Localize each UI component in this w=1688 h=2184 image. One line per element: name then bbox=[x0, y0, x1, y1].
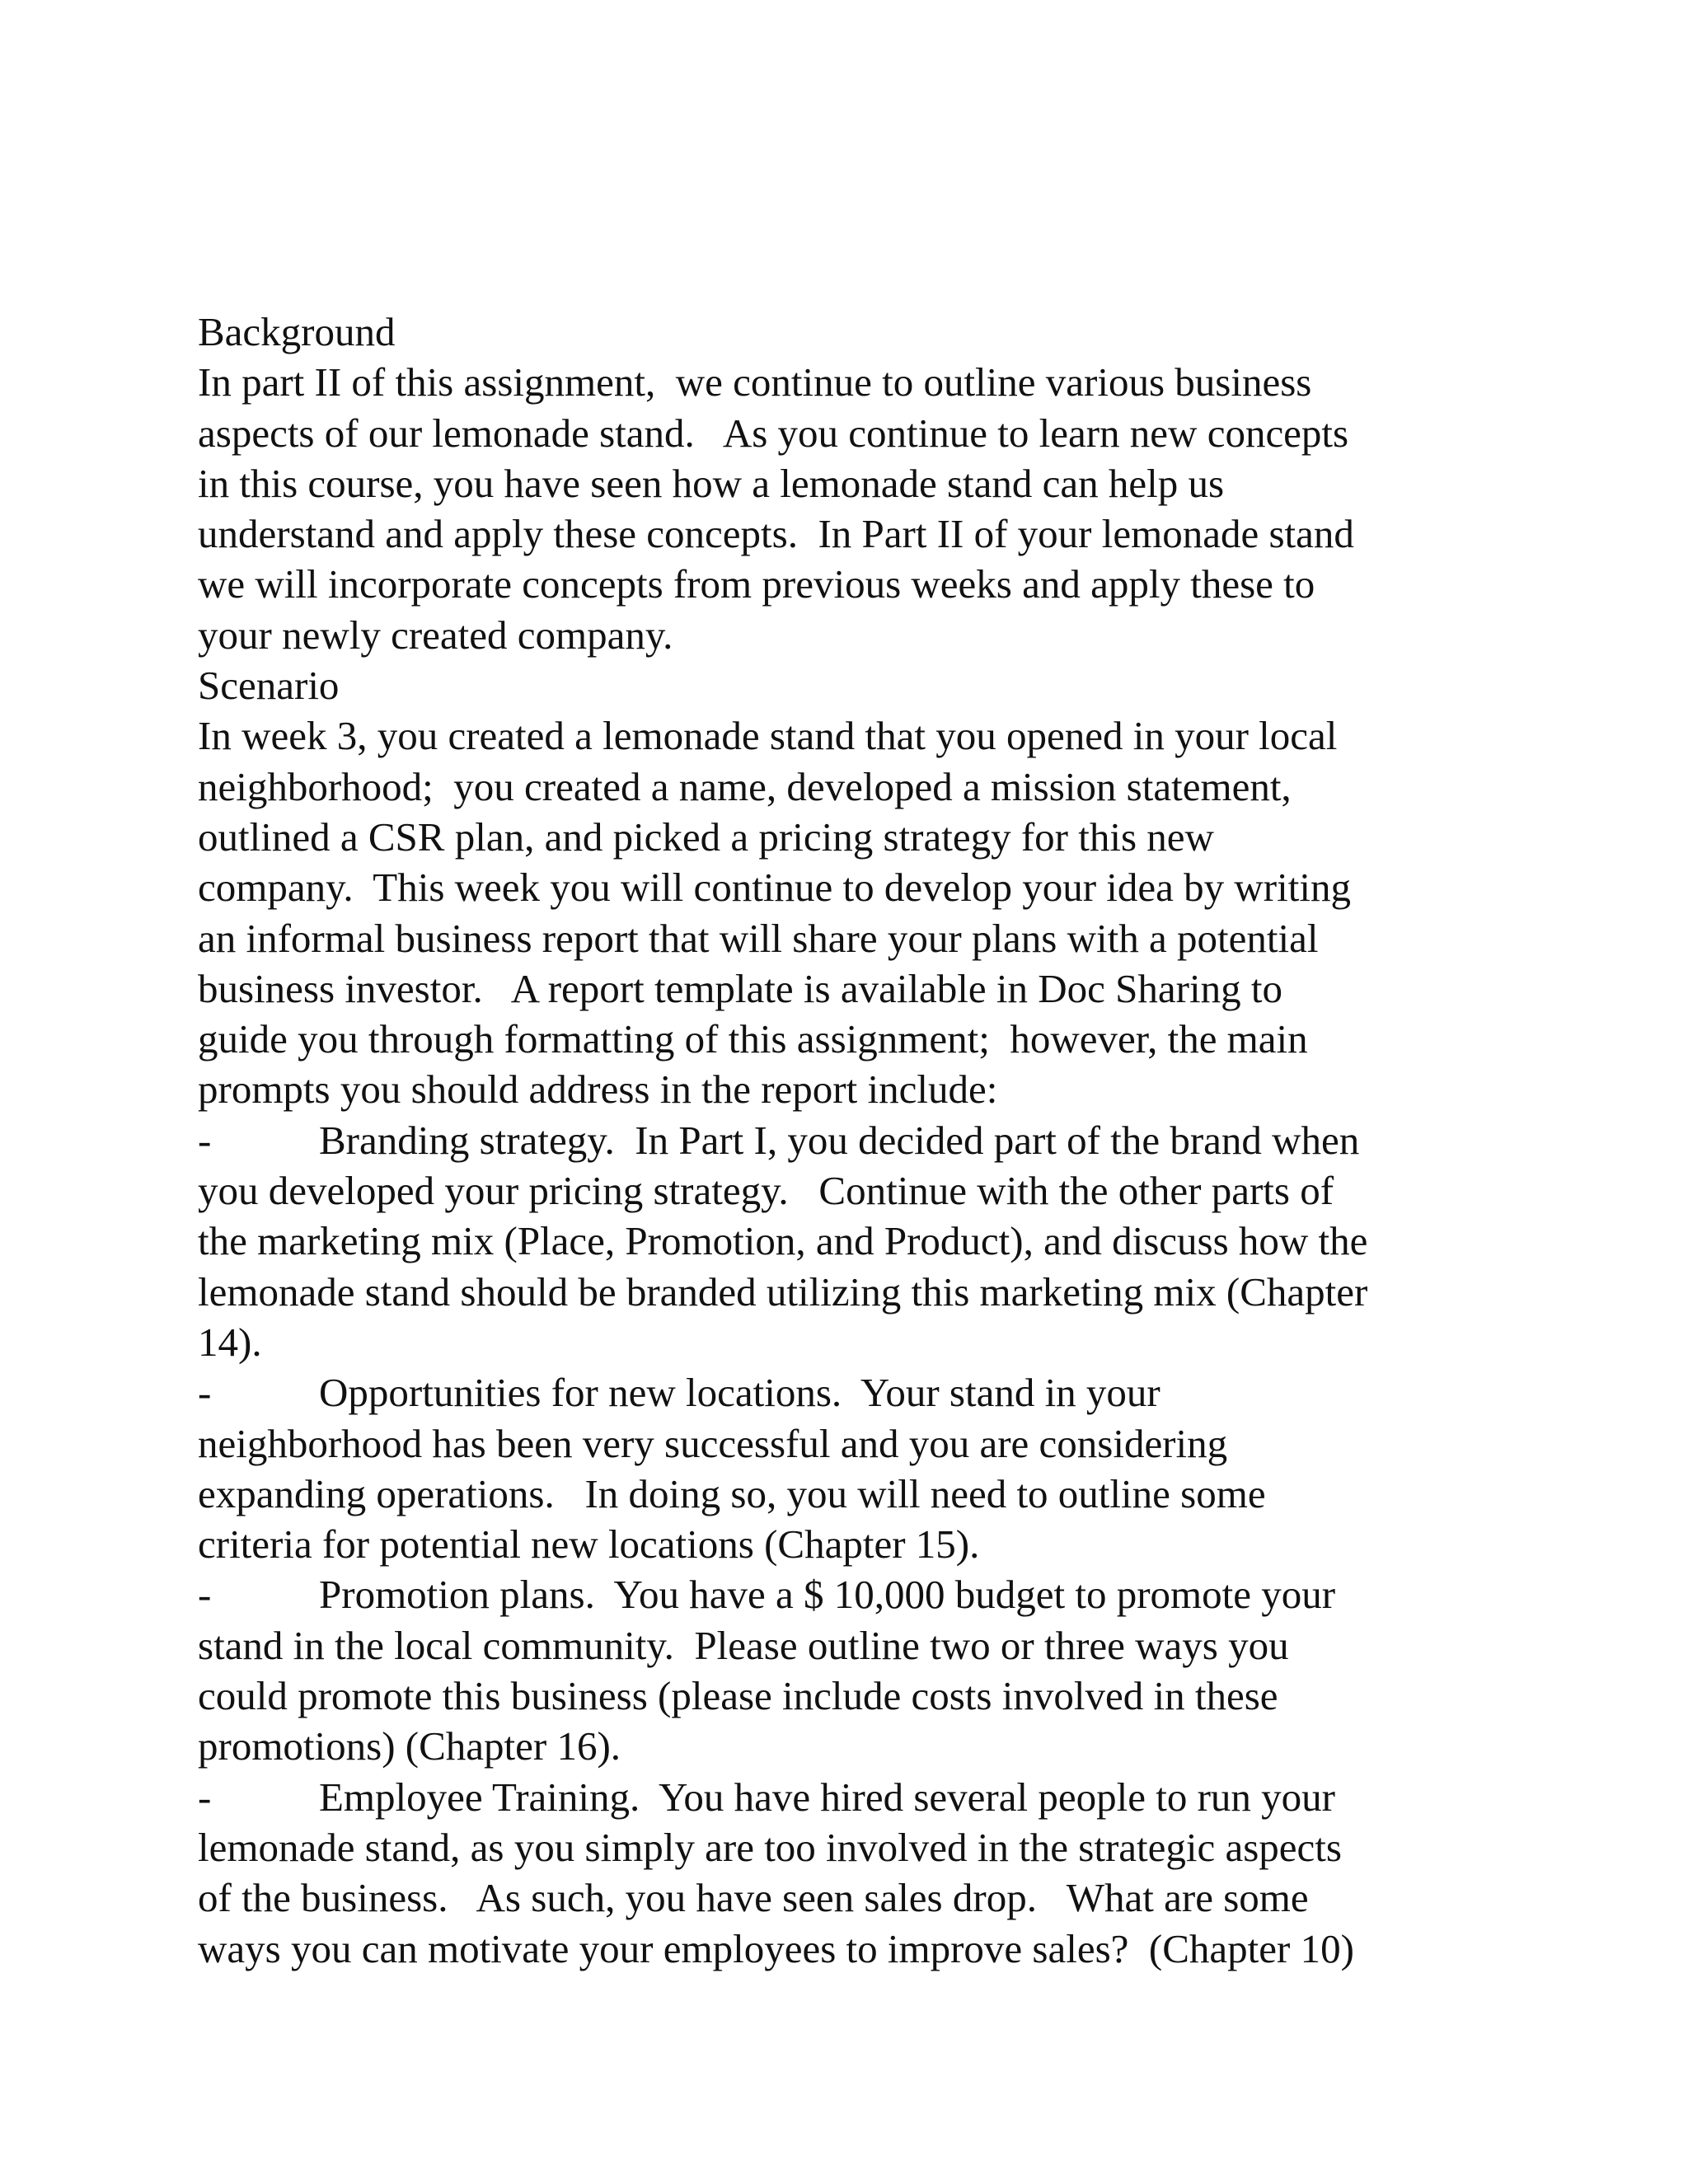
bullet-continuation-line: lemonade stand, as you simply are too involved in the strategic aspects bbox=[198, 1824, 1342, 1870]
bullet-continuation-line: criteria for potential new locations (Chapter 15). bbox=[198, 1521, 980, 1568]
bullet-continuation-line: expanding operations. In doing so, you will need to outline some bbox=[198, 1470, 1266, 1516]
section-heading-background: Background bbox=[198, 309, 396, 354]
bullet-dash: - bbox=[198, 1572, 212, 1618]
bullet-continuation-line: neighborhood has been very successful and you are considering bbox=[198, 1420, 1228, 1466]
scenario-text-line: business investor. A report template is available in Doc Sharing to bbox=[198, 965, 1282, 1011]
scenario-text-line: prompts you should address in the report include: bbox=[198, 1066, 998, 1113]
scenario-text-line: In week 3, you created a lemonade stand that you opened in your local bbox=[198, 713, 1338, 759]
bullet-continuation-line: the marketing mix (Place, Promotion, and Product), and discuss how the bbox=[198, 1218, 1368, 1264]
bullet-item-promotion bbox=[198, 1569, 1517, 1619]
background-text-line: In part II of this assignment, we continue to outline various business bbox=[198, 359, 1312, 405]
bullet-continuation-line: 14). bbox=[198, 1319, 262, 1365]
section-heading-scenario: Scenario bbox=[198, 663, 340, 709]
bullet-item-training bbox=[198, 1772, 1517, 1822]
bullet-text: Opportunities for new locations. Your stand in your bbox=[319, 1370, 1160, 1416]
background-text-line: we will incorporate concepts from previous weeks and apply these to bbox=[198, 561, 1315, 607]
background-text-line: understand and apply these concepts. In Part II of your lemonade stand bbox=[198, 511, 1354, 557]
document-body bbox=[198, 307, 1517, 1974]
bullet-text: Branding strategy. In Part I, you decided part of the brand when bbox=[319, 1117, 1360, 1163]
bullet-continuation-line: of the business. As such, you have seen sales drop. What are some bbox=[198, 1875, 1309, 1921]
bullet-dash: - bbox=[198, 1117, 212, 1163]
scenario-text-line: an informal business report that will share your plans with a potential bbox=[198, 915, 1319, 961]
bullet-dash: - bbox=[198, 1370, 212, 1416]
bullet-continuation-line: lemonade stand should be branded utilizing this marketing mix (Chapter bbox=[198, 1268, 1368, 1315]
background-text-line: in this course, you have seen how a lemonade stand can help us bbox=[198, 460, 1225, 506]
bullet-item-locations bbox=[198, 1367, 1517, 1418]
scenario-text-line: guide you through formatting of this assignment; however, the main bbox=[198, 1016, 1308, 1062]
scenario-text-line: outlined a CSR plan, and picked a pricing strategy for this new bbox=[198, 813, 1214, 860]
bullet-continuation-line: promotions) (Chapter 16). bbox=[198, 1723, 621, 1769]
bullet-text: Employee Training. You have hired several people to run your bbox=[319, 1774, 1335, 1820]
scenario-text-line: company. This week you will continue to develop your idea by writing bbox=[198, 865, 1351, 911]
bullet-continuation-line: you developed your pricing strategy. Continue with the other parts of bbox=[198, 1168, 1334, 1214]
bullet-item-branding bbox=[198, 1115, 1517, 1165]
bullet-continuation-line: ways you can motivate your employees to improve sales? (Chapter 10) bbox=[198, 1925, 1354, 1971]
scenario-text-line: neighborhood; you created a name, developed a mission statement, bbox=[198, 763, 1292, 809]
bullet-text: Promotion plans. You have a $ 10,000 budget to promote your bbox=[319, 1572, 1336, 1618]
background-text-line: aspects of our lemonade stand. As you continue to learn new concepts bbox=[198, 410, 1349, 456]
bullet-dash: - bbox=[198, 1774, 212, 1820]
bullet-continuation-line: could promote this business (please include costs involved in these bbox=[198, 1673, 1278, 1719]
bullet-continuation-line: stand in the local community. Please outline two or three ways you bbox=[198, 1622, 1289, 1668]
background-text-line: your newly created company. bbox=[198, 612, 673, 658]
